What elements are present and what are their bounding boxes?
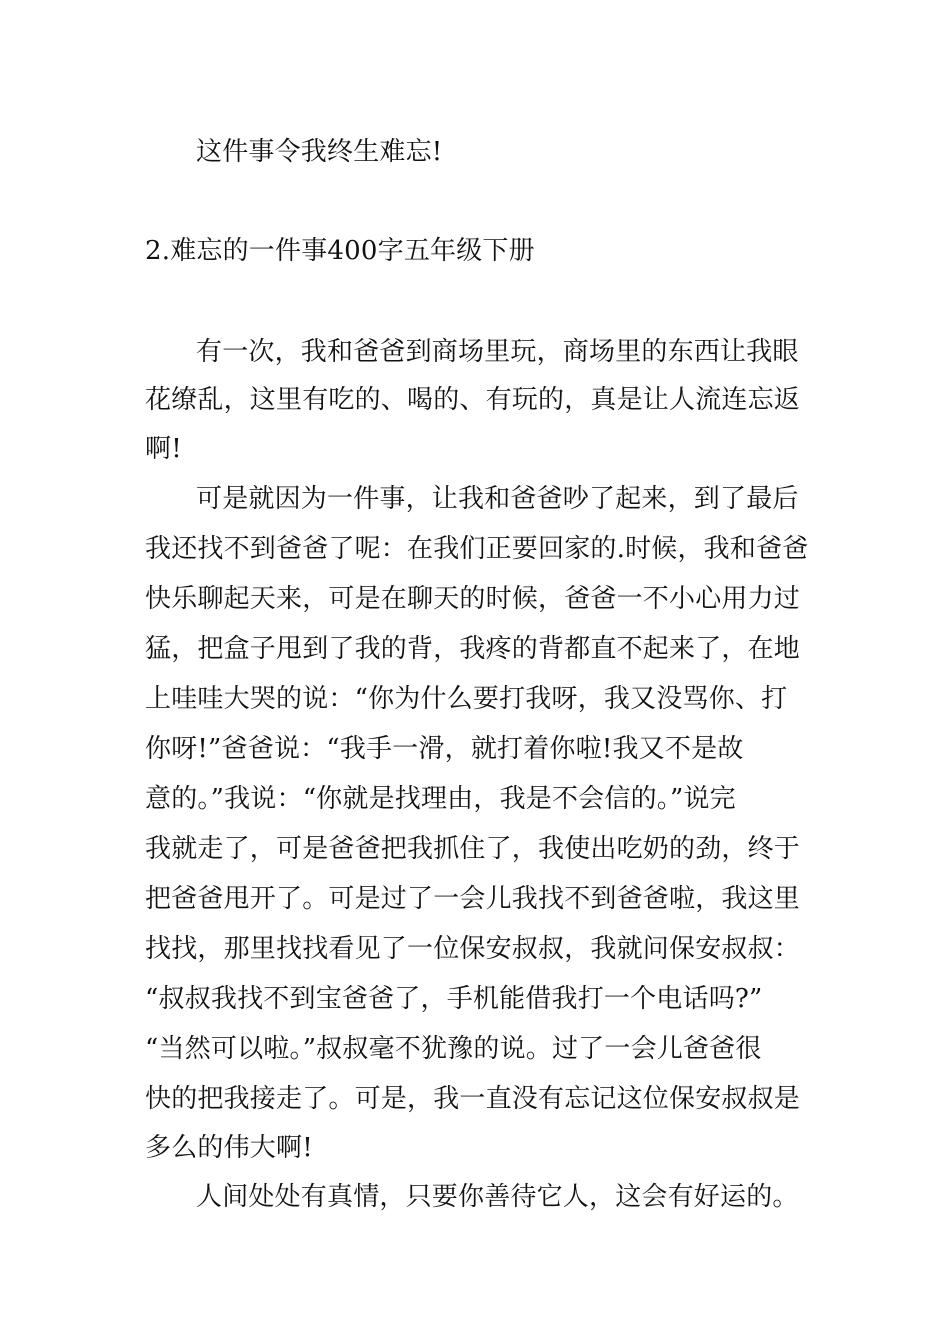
paragraph-line: 可是就因为一件事，让我和爸爸吵了起来，到了最后	[196, 484, 799, 514]
paragraph-line: 有一次，我和爸爸到商场里玩，商场里的东西让我眼	[196, 337, 799, 367]
closing-line: 这件事令我终生难忘!	[196, 137, 443, 167]
paragraph-line: 快的把我接走了。可是，我一直没有忘记这位保安叔叔是	[145, 1084, 801, 1114]
paragraph-line: 把爸爸甩开了。可是过了一会儿我找不到爸爸啦，我这里	[145, 884, 801, 914]
paragraph-line: 多么的伟大啊!	[145, 1133, 313, 1163]
paragraph-line: 我还找不到爸爸了呢：在我们正要回家的.时候，我和爸爸	[145, 534, 809, 564]
paragraph-line: 人间处处有真情，只要你善待它人，这会有好运的。	[196, 1182, 799, 1212]
paragraph-line: “叔叔我找不到宝爸爸了，手机能借我打一个电话吗?”	[145, 984, 763, 1014]
paragraph-line: 我就走了，可是爸爸把我抓住了，我使出吃奶的劲，终于	[145, 834, 801, 864]
paragraph-line: 猛，把盒子甩到了我的背，我疼的背都直不起来了，在地	[145, 634, 801, 664]
paragraph-line: 你呀!”爸爸说：“我手一滑，就打着你啦!我又不是故	[145, 734, 744, 764]
paragraph-line: “当然可以啦。”叔叔毫不犹豫的说。过了一会儿爸爸很	[145, 1034, 762, 1064]
paragraph-line: 啊!	[145, 434, 182, 464]
paragraph-line: 花缭乱，这里有吃的、喝的、有玩的，真是让人流连忘返	[145, 385, 801, 415]
paragraph-line: 意的。”我说：“你就是找理由，我是不会信的。”说完	[145, 784, 736, 814]
paragraph-line: 上哇哇大哭的说：“你为什么要打我呀，我又没骂你、打	[145, 684, 788, 714]
paragraph-line: 快乐聊起天来，可是在聊天的时候，爸爸一不小心用力过	[145, 584, 801, 614]
paragraph-line: 找找，那里找找看见了一位保安叔叔，我就问保安叔叔：	[145, 934, 801, 964]
section-heading: 2.难忘的一件事400字五年级下册	[145, 236, 535, 266]
